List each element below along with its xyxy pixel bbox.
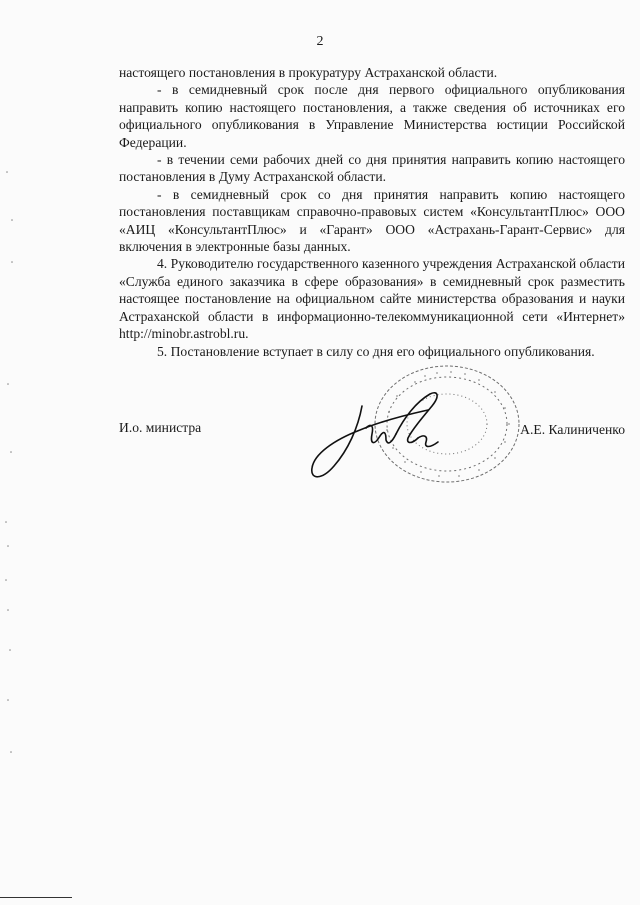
paragraph: 5. Постановление вступает в силу со дня его официального опубликования. xyxy=(157,343,595,359)
signatory-position: И.о. министра xyxy=(119,420,202,435)
document-body xyxy=(119,64,625,360)
paragraph: настоящего постановления в прокуратуру Астраханской области. xyxy=(119,65,498,80)
paragraph: - в семидневный срок со дня принятия направить копию настоящего постановления поставщикам справочно-правовых систем «КонсультантПлюс» ООО «АИЦ «КонсультантПлюс» и «Гарант» ООО «Астрахань-Гарант-Сервис» для включения в электронные базы данных. xyxy=(119,186,625,255)
page-number: 2 xyxy=(316,34,324,49)
paragraph: 4. Руководителю государственного казенного учреждения Астраханской области «Служба единого заказчика в сфере образования» в семидневный срок разместить настоящее постановление на официальном сайте министерства образования и науки Астраханской области в информационно-телекоммуникационной сети «Интернет» http://minobr.astrobl.ru. xyxy=(119,256,625,342)
paragraph: - в течении семи рабочих дней со дня принятия направить копию настоящего постановления в Думу Астраханской области. xyxy=(119,152,625,185)
paragraph: - в семидневный срок после дня первого официального опубликования направить копию настоящего постановления, а также сведения об источниках его официального опубликования в Управление Министерства юстиции Российской Федерации. xyxy=(119,82,625,150)
signatory-name: А.Е. Калиниченко xyxy=(520,422,625,437)
handwritten-signature xyxy=(300,388,470,488)
scan-edge-line xyxy=(0,897,72,898)
